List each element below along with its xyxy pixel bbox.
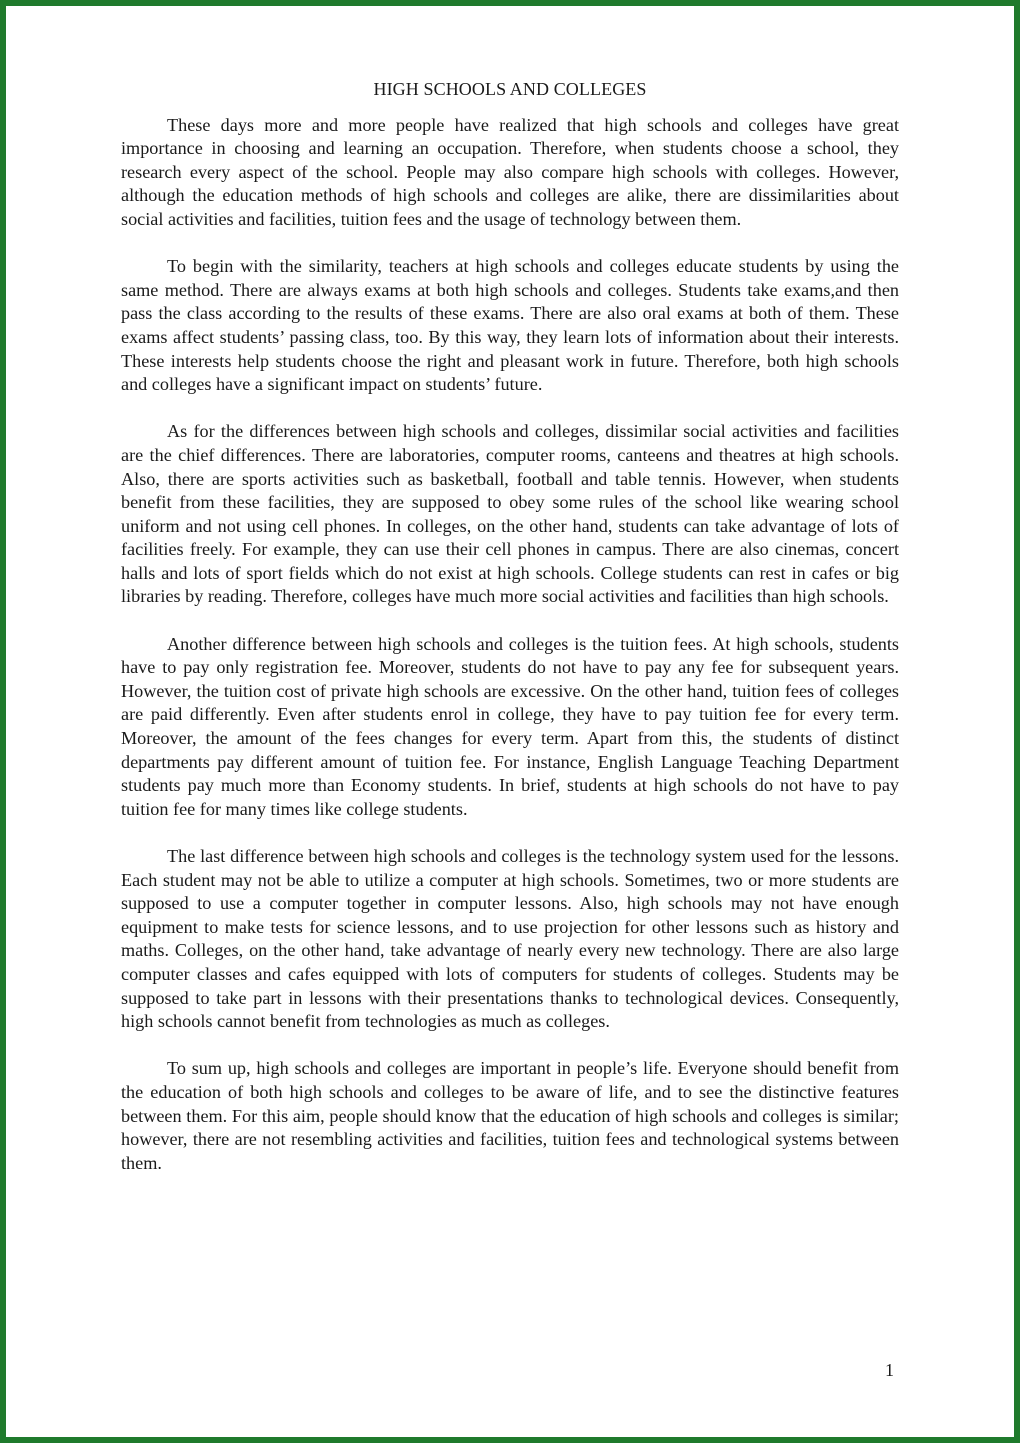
document-title: HIGH SCHOOLS AND COLLEGES bbox=[373, 79, 647, 99]
paragraph-similarity: To begin with the similarity, teachers at high schools and colleges educate students by using the same method. There are always exams at both high schools and colleges. Students take exams,and then pass the class according to the results of these exams. There are also oral exams at both of them. These exams affect students’ passing class, too. By this way, they learn lots of information about their interests. These interests help students choose the right and pleasant work in future. Therefore, both high schools and colleges have a significant impact on students’ future. bbox=[121, 256, 899, 395]
document-page bbox=[121, 72, 899, 1199]
paragraph-tuition-fees: Another difference between high schools and colleges is the tuition fees. At high schools, students have to pay only registration fee. Moreover, students do not have to pay any fee for subsequent years. However, the tuition cost of private high schools are excessive. On the other hand, tuition fees of colleges are paid differently. Even after students enrol in college, they have to pay tuition fee for every term. Moreover, the amount of the fees changes for every term. Apart from this, the students of distinct departments pay different amount of tuition fee. For instance, English Language Teaching Department students pay much more than Economy students. In brief, students at high schools do not have to pay tuition fee for many times like college students. bbox=[121, 633, 899, 819]
paragraph-technology: The last difference between high schools and colleges is the technology system used for the lessons. Each student may not be able to utilize a computer at high schools. Sometimes, two or more students are supposed to use a computer together in computer lessons. Also, high schools may not have enough equipment to make tests for science lessons, and to use projection for other lessons such as history and maths. Colleges, on the other hand, take advantage of nearly every new technology. There are also large computer classes and cafes equipped with lots of computers for students of colleges. Students may be supposed to take part in lessons with their presentations thanks to technological devices. Consequently, high schools cannot benefit from technologies as much as colleges. bbox=[121, 846, 899, 1032]
page-number: 1 bbox=[885, 1360, 894, 1380]
paragraph-conclusion: To sum up, high schools and colleges are important in people’s life. Everyone should benefit from the education of both high schools and colleges to be aware of life, and to see the distinctive features between them. For this aim, people should know that the education of high schools and colleges is similar; however, there are not resembling activities and facilities, tuition fees and technological systems between them. bbox=[121, 1058, 899, 1173]
paragraph-introduction: These days more and more people have realized that high schools and colleges have great importance in choosing and learning an occupation. Therefore, when students choose a school, they research every aspect of the school. People may also compare high schools with colleges. However, although the education methods of high schools and colleges are alike, there are dissimilarities about social activities and facilities, tuition fees and the usage of technology between them. bbox=[121, 114, 899, 229]
paragraph-social-activities: As for the differences between high schools and colleges, dissimilar social activities and facilities are the chief differences. There are laboratories, computer rooms, canteens and theatres at high schools. Also, there are sports activities such as basketball, football and table tennis. However, when students benefit from these facilities, they are supposed to obey some rules of the school like wearing school uniform and not using cell phones. In colleges, on the other hand, students can take advantage of lots of facilities freely. For example, they can use their cell phones in campus. There are also cinemas, concert halls and lots of sport fields which do not exist at high schools. College students can rest in cafes or big libraries by reading. Therefore, colleges have much more social activities and facilities than high schools. bbox=[121, 421, 899, 607]
